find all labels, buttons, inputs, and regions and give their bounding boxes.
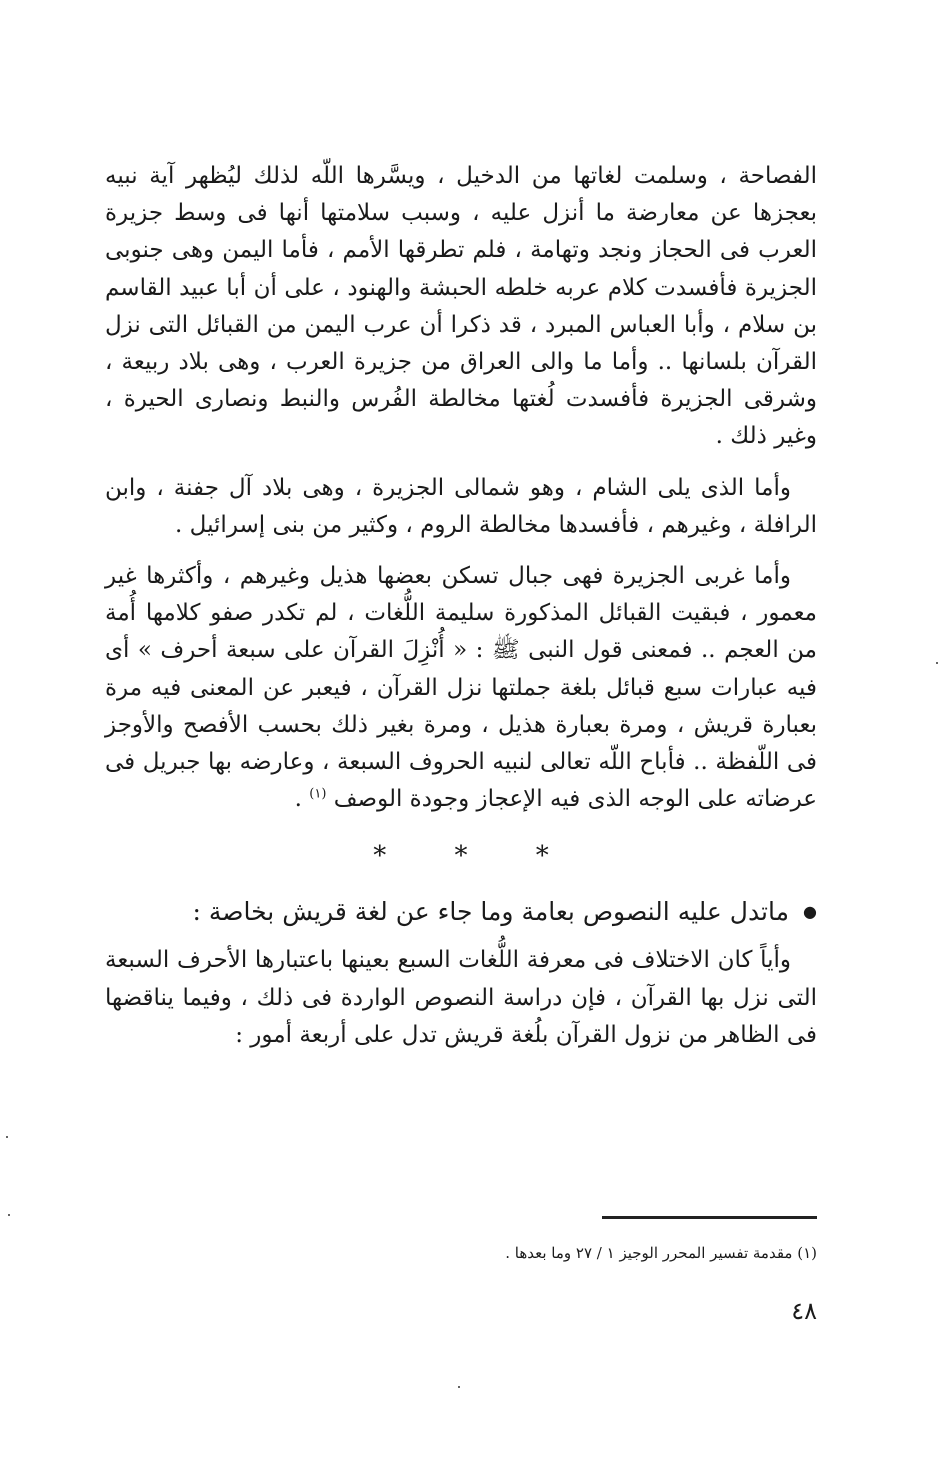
bullet-icon: ● <box>803 902 817 922</box>
scan-speck <box>458 1386 460 1388</box>
paragraph-3 <box>105 558 817 818</box>
separator-star: * <box>373 841 387 872</box>
paragraph-3-text: وأما غربى الجزيرة فهى جبال تسكن بعضها هذيل وغيرهم ، وأكثرها غير معمور ، فبقيت القبائل المذكورة سليمة اللُّغات ، لم تكدر صفو كلامها أُمة من العجم .. فمعنى قول النبى ﷺ : « أُنْزِلَ القرآن على سبعة أحرف » أى فيه عبارات سبع قبائل بلغة جملتها نزل القرآن ، فيعبر عن المعنى فيه مرة بعبارة قريش ، ومرة بعبارة هذيل ، ومرة بغير ذلك بحسب الأفصح والأوجز فى اللّفظة .. فأباح اللّه تعالى لنبيه الحروف السبعة ، وعارضه بها جبريل فى عرضاته على الوجه الذى فيه الإعجاز وجودة الوصف <box>105 563 817 813</box>
section-separator <box>105 834 817 878</box>
section-heading <box>105 892 817 932</box>
separator-star: * <box>535 841 549 872</box>
paragraph-4: وأياً كان الاختلاف فى معرفة اللُّغات السبع بعينها باعتبارها الأحرف السبعة التى نزل بها القرآن ، فإن دراسة النصوص الواردة فى ذلك ، وفيما يناقضها فى الظاهر من نزول القرآن بلُغة قريش تدل على أربعة أمور : <box>105 947 817 1048</box>
section-heading-text: ماتدل عليه النصوص بعامة وما جاء عن لغة قريش بخاصة : <box>192 897 790 927</box>
footnote-divider <box>602 1216 817 1219</box>
footnote-reference: (١) <box>309 786 327 802</box>
scan-speck <box>6 1136 8 1138</box>
paragraph-1: الفصاحة ، وسلمت لغاتها من الدخيل ، ويسَّرها اللّه لذلك ليُظهر آية نبيه بعجزها عن معارضة ما أنزل عليه ، وسبب سلامتها أنها فى وسط جزيرة العرب فى الحجاز ونجد وتهامة ، فلم تطرقها الأمم ، فأما اليمن وهى جنوبى الجزيرة فأفسدت كلام عربه خلطه الحبشة والهنود ، على أن أبا عبيد القاسم بن سلام ، وأبا العباس المبرد ، قد ذكرا أن عرب اليمن من القبائل التى نزل القرآن بلسانها .. وأما ما والى العراق من جزيرة العرب ، وهى بلاد ربيعة ، وشرقى الجزيرة فأفسدت لُغتها مخالطة الفُرس والنبط ونصارى الحيرة ، وغير ذلك . <box>105 163 817 450</box>
footnote: (١) مقدمة تفسير المحرر الوجيز ١ / ٢٧ وما بعدها . <box>505 1244 817 1262</box>
scan-speck <box>936 662 938 664</box>
page-body <box>105 158 817 1054</box>
page-number: ٤٨ <box>791 1297 817 1325</box>
paragraph-3-tail: . <box>294 786 310 813</box>
scan-speck <box>8 1214 10 1216</box>
separator-star: * <box>454 841 468 872</box>
paragraph-2: وأما الذى يلى الشام ، وهو شمالى الجزيرة ، وهى بلاد آل جفنة ، وابن الرافلة ، وغيرهم ، فأفسدها مخالطة الروم ، وكثير من بنى إسرائيل . <box>105 474 817 538</box>
